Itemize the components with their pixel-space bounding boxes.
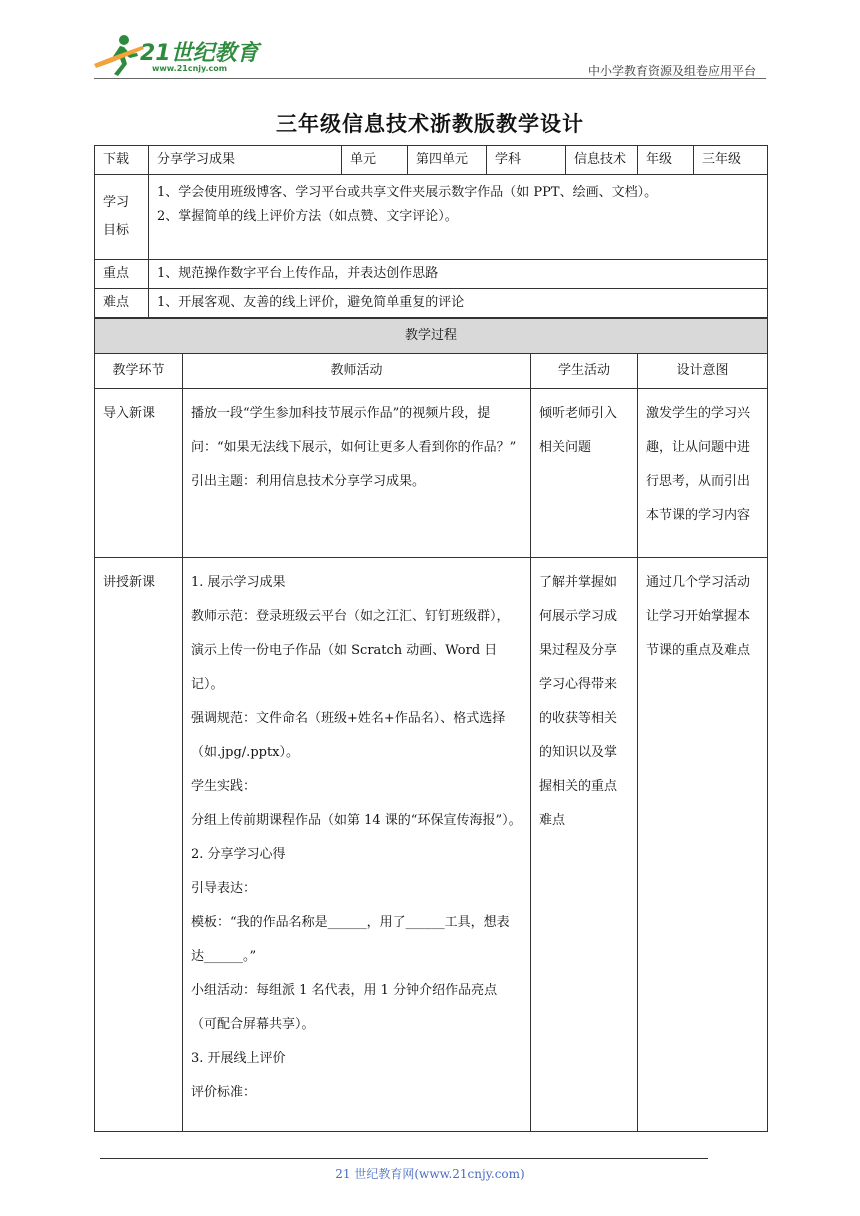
key-point-value: 1、规范操作数字平台上传作品，并表达创作思路 xyxy=(149,260,768,289)
running-figure-icon xyxy=(94,34,146,76)
unit-label: 单元 xyxy=(342,146,408,175)
download-label: 下载 xyxy=(95,146,149,175)
process-heading: 教学过程 xyxy=(95,319,768,354)
design-intent-cell: 激发学生的学习兴趣，让从问题中进行思考，从而引出本节课的学习内容 xyxy=(638,389,768,558)
goal-item: 2、掌握简单的线上评价方法（如点赞、文字评论）。 xyxy=(157,209,458,224)
teacher-paragraph: 小组活动：每组派 1 名代表，用 1 分钟介绍作品亮点（可配合屏幕共享）。 xyxy=(191,983,498,1032)
goal-label-line-2: 目标 xyxy=(103,223,130,238)
teacher-activity-cell xyxy=(183,389,531,558)
subject-value: 信息技术 xyxy=(566,146,638,175)
platform-name: 中小学教育资源及组卷应用平台 xyxy=(587,64,756,78)
teacher-paragraph: 引导表达： xyxy=(191,881,257,896)
teacher-paragraph: 播放一段“学生参加科技节展示作品”的视频片段，提问：“如果无法线下展示，如何让更多人看到你的作品？” xyxy=(191,406,517,455)
teacher-paragraph: 学生实践： xyxy=(191,779,257,794)
key-point-label: 重点 xyxy=(95,260,149,289)
grade-label: 年级 xyxy=(638,146,694,175)
stage-cell: 导入新课 xyxy=(95,389,183,558)
table-row xyxy=(95,146,768,175)
student-activity-cell: 倾听老师引入相关问题 xyxy=(531,389,638,558)
table-row xyxy=(95,260,768,289)
header-divider xyxy=(94,78,766,79)
student-activity-cell: 了解并掌握如何展示学习成果过程及分享学习心得带来的收获等相关的知识以及掌握相关的重点难点 xyxy=(531,558,638,1132)
design-intent-cell: 通过几个学习活动让学习开始掌握本节课的重点及难点 xyxy=(638,558,768,1132)
teacher-activity-cell xyxy=(183,558,531,1132)
footer-text: 21 世纪教育网(www.21cnjy.com) xyxy=(335,1167,525,1181)
stage-cell: 讲授新课 xyxy=(95,558,183,1132)
table-row xyxy=(95,175,768,260)
site-logo xyxy=(94,34,264,76)
page-header xyxy=(94,30,766,78)
document-title: 三年级信息技术浙教版教学设计 xyxy=(276,111,584,136)
goal-content xyxy=(149,175,768,260)
teacher-paragraph: 教师示范：登录班级云平台（如之江汇、钉钉班级群），演示上传一份电子作品（如 Scratch 动画、Word 日记）。 xyxy=(191,609,510,692)
teacher-paragraph: 2. 分享学习心得 xyxy=(191,847,286,862)
goal-label-line-1: 学习 xyxy=(103,195,130,210)
teacher-paragraph: 3. 开展线上评价 xyxy=(191,1051,286,1066)
table-row xyxy=(95,389,768,558)
col-header-student: 学生活动 xyxy=(531,354,638,389)
unit-value: 第四单元 xyxy=(408,146,487,175)
col-header-stage: 教学环节 xyxy=(95,354,183,389)
teacher-paragraph: 分组上传前期课程作品（如第 14 课的“环保宣传海报”）。 xyxy=(191,813,522,828)
col-header-intent: 设计意图 xyxy=(638,354,768,389)
table-row xyxy=(95,289,768,318)
teacher-paragraph: 模板：“我的作品名称是______，用了______工具，想表达______。” xyxy=(191,915,510,964)
lesson-info-table xyxy=(94,145,768,318)
footer-divider xyxy=(100,1158,708,1159)
teacher-paragraph: 1. 展示学习成果 xyxy=(191,575,286,590)
logo-url: www.21cnjy.com xyxy=(152,64,228,73)
table-row xyxy=(95,558,768,1132)
logo-text: 21世纪教育 xyxy=(140,41,259,66)
teacher-paragraph: 强调规范：文件命名（班级+姓名+作品名）、格式选择（如.jpg/.pptx）。 xyxy=(191,711,506,760)
table-row xyxy=(95,319,768,354)
difficulty-label: 难点 xyxy=(95,289,149,318)
download-value: 分享学习成果 xyxy=(149,146,342,175)
teacher-paragraph: 评价标准： xyxy=(191,1085,257,1100)
teacher-paragraph: 引出主题：利用信息技术分享学习成果。 xyxy=(191,474,426,489)
teaching-process-table xyxy=(94,318,768,1132)
col-header-teacher: 教师活动 xyxy=(183,354,531,389)
subject-label: 学科 xyxy=(487,146,566,175)
difficulty-value: 1、开展客观、友善的线上评价，避免简单重复的评论 xyxy=(149,289,768,318)
goal-item: 1、学会使用班级博客、学习平台或共享文件夹展示数字作品（如 PPT、绘画、文档）。 xyxy=(157,185,658,200)
goal-label xyxy=(95,175,149,260)
grade-value: 三年级 xyxy=(694,146,768,175)
table-row xyxy=(95,354,768,389)
